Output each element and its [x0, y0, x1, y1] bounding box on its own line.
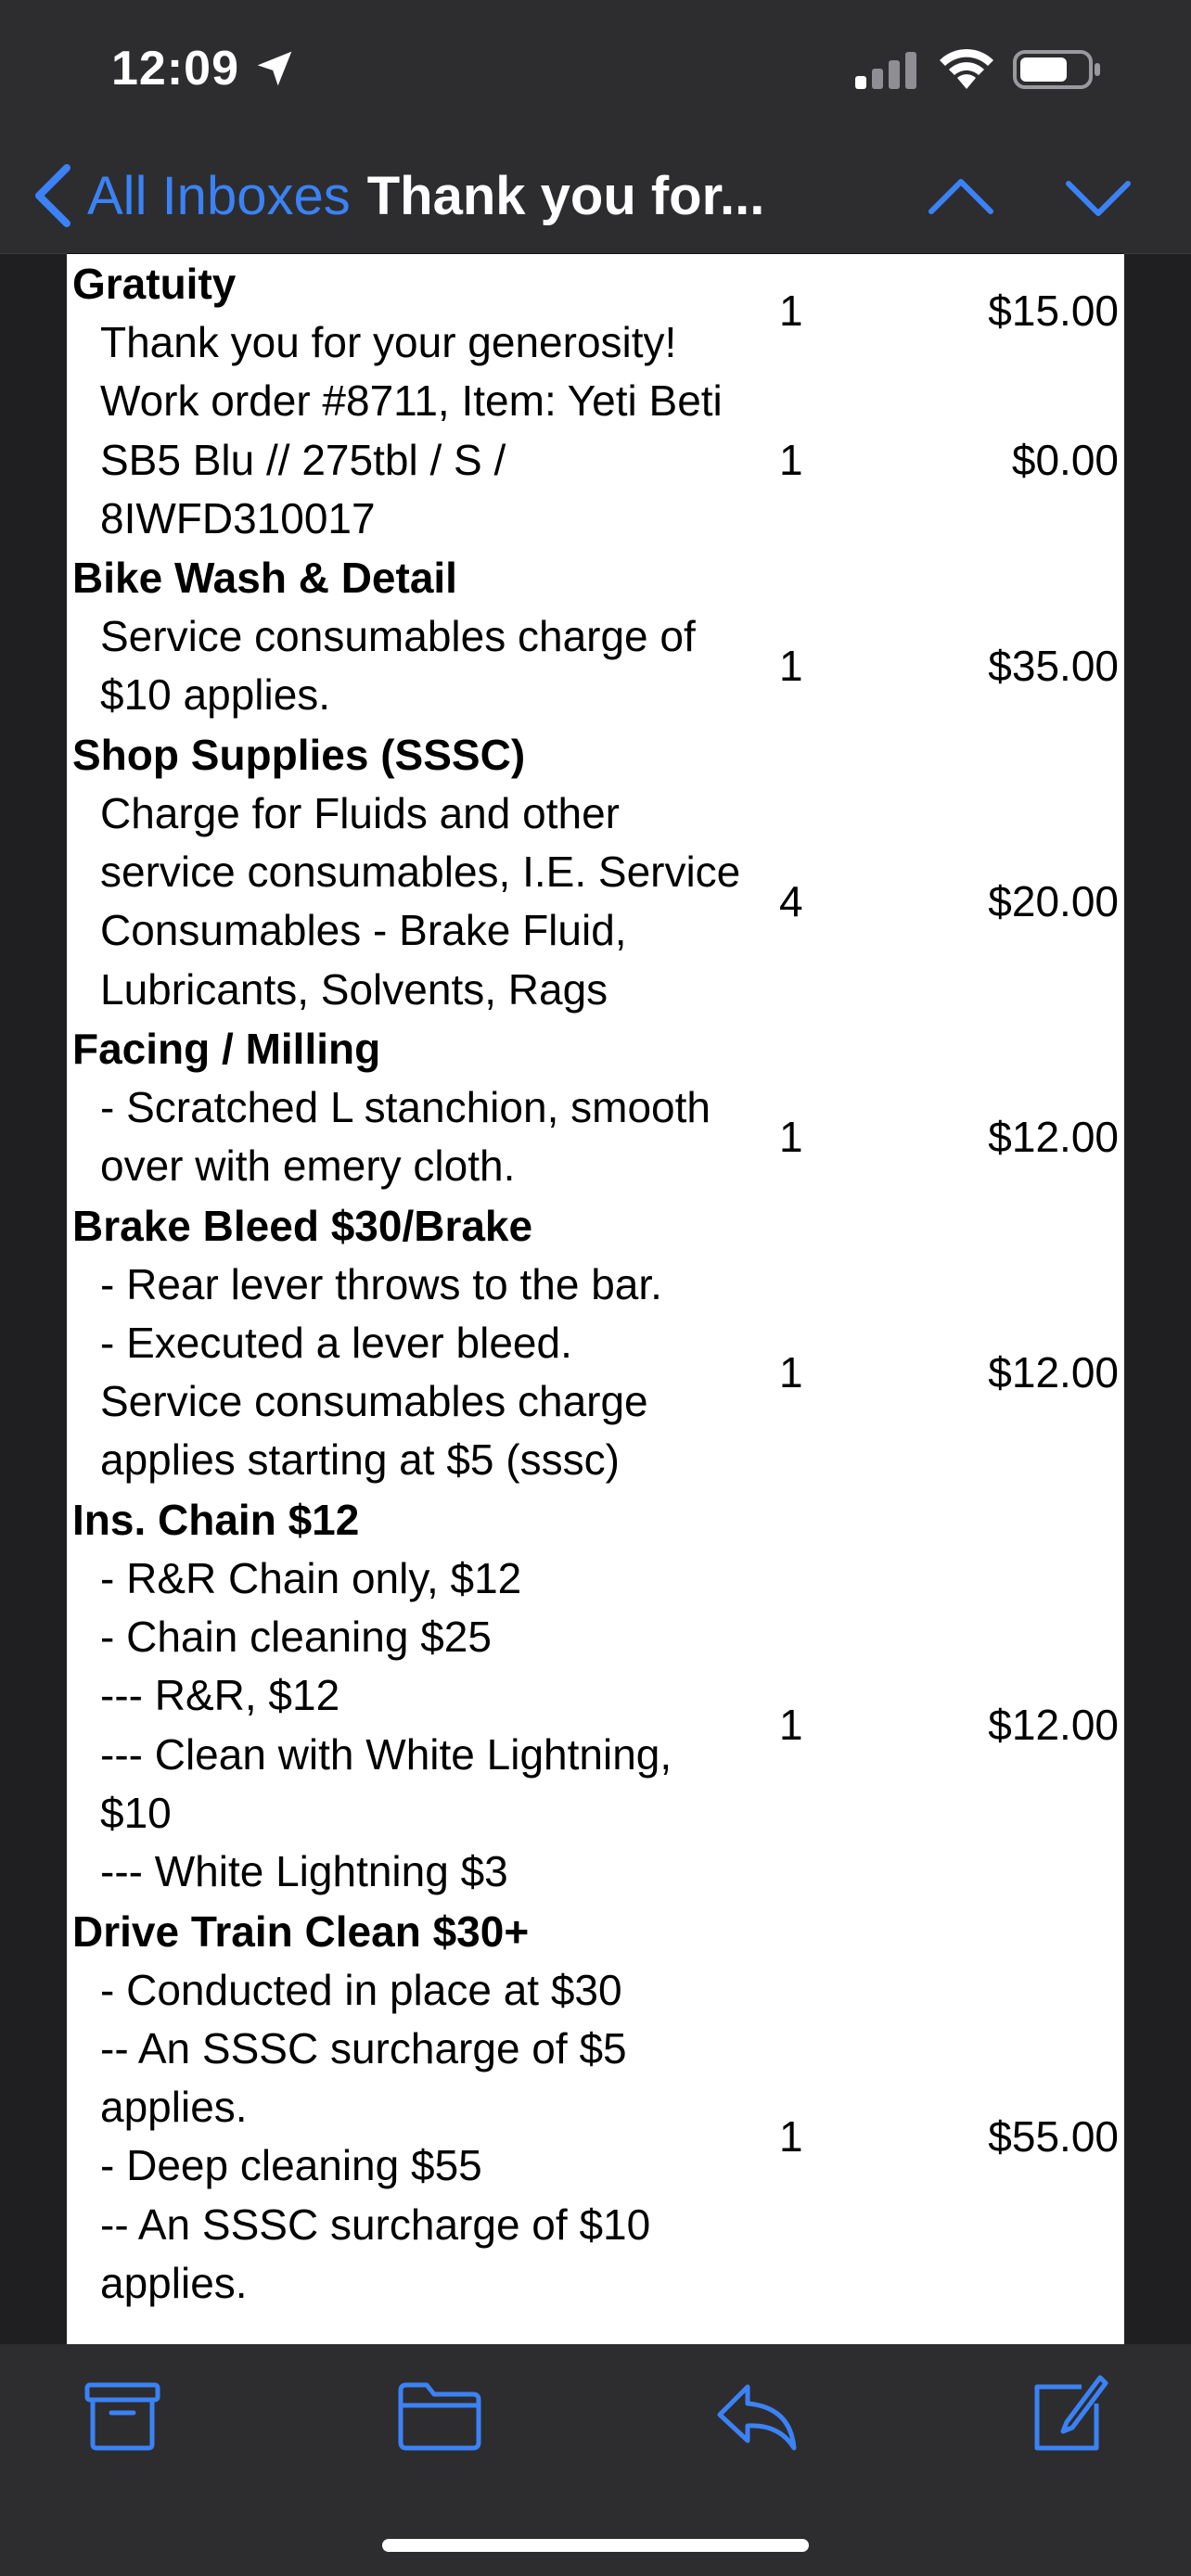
description-line: SB5 Blu // 275tbl / S /	[100, 435, 506, 484]
line-item	[67, 1490, 1124, 1902]
description-line: 8IWFD310017	[100, 493, 376, 542]
nav-bar	[0, 148, 1191, 254]
line-item-body	[67, 1961, 1124, 2314]
line-item-title: Facing / Milling	[72, 1024, 381, 1073]
description-line: applies starting at $5 (sssc)	[100, 1435, 620, 1485]
description-line: -- An SSSC surcharge of $5	[100, 2023, 627, 2072]
home-indicator	[382, 2539, 809, 2552]
email-subject: Thank you for...	[366, 165, 765, 226]
description-line: Thank you for your generosity!	[100, 318, 677, 366]
description-line: - Conducted in place at $30	[100, 1965, 622, 2014]
archive-box-icon[interactable]	[83, 2379, 161, 2454]
line-item	[67, 548, 1124, 725]
line-item-quantity: 1	[779, 287, 803, 335]
line-item	[67, 1196, 1124, 1490]
chevron-left-icon	[32, 162, 74, 229]
line-item-quantity: 1	[779, 1701, 803, 1749]
battery-icon	[1013, 50, 1102, 89]
line-item-description	[67, 372, 777, 548]
description-line: --- R&R, $12	[100, 1671, 340, 1720]
line-item-description	[67, 1078, 777, 1196]
line-item-quantity: 1	[779, 641, 803, 690]
line-item-price: $35.00	[988, 641, 1119, 690]
description-line: --- White Lightning $3	[100, 1847, 508, 1896]
line-item-quantity: 1	[779, 1112, 803, 1161]
line-item-body	[67, 1549, 1124, 1902]
line-item-quantity: 1	[779, 435, 803, 484]
line-item-title: Gratuity	[72, 260, 237, 308]
line-item	[67, 725, 1124, 1019]
line-item-description	[67, 607, 777, 725]
description-line: - R&R Chain only, $12	[100, 1553, 522, 1602]
line-item-price: $12.00	[988, 1347, 1119, 1396]
status-bar	[0, 0, 1191, 148]
line-item-price: $12.00	[988, 1112, 1119, 1161]
line-item-quantity: 4	[779, 876, 803, 925]
line-item-description	[67, 1256, 777, 1490]
wifi-icon	[937, 46, 996, 91]
description-line: --- Clean with White Lightning,	[100, 1729, 672, 1779]
back-button[interactable]	[32, 154, 764, 237]
line-item-title: Bike Wash & Detail	[72, 554, 457, 603]
description-line: $10 applies.	[100, 670, 331, 720]
line-item-description	[67, 1961, 777, 2314]
line-item-quantity: 1	[779, 1347, 803, 1396]
description-line: Charge for Fluids and other	[100, 788, 620, 837]
line-item	[67, 1902, 1124, 2314]
description-line: Service consumables charge of	[100, 612, 696, 661]
description-line: - Deep cleaning $55	[100, 2141, 482, 2190]
clock: 12:09	[111, 42, 239, 96]
description-line: $10	[100, 1788, 172, 1837]
line-item-body	[67, 607, 1124, 725]
back-label: All Inboxes	[87, 165, 351, 226]
line-item	[67, 1019, 1124, 1196]
description-line: over with emery cloth.	[100, 1141, 516, 1191]
line-item	[67, 372, 1124, 548]
description-line: - Rear lever throws to the bar.	[100, 1259, 662, 1308]
line-item-description	[67, 1549, 777, 1902]
line-item-title: Brake Bleed $30/Brake	[72, 1201, 533, 1250]
email-body[interactable]	[67, 254, 1124, 2344]
line-item-description	[67, 784, 777, 1019]
description-line: Work order #8711, Item: Yeti Beti	[100, 376, 723, 426]
line-item-price: $12.00	[988, 1701, 1119, 1749]
line-item-body	[67, 784, 1124, 1019]
reply-arrow-icon[interactable]	[714, 2381, 800, 2452]
line-item-body	[67, 372, 1124, 548]
description-line: Lubricants, Solvents, Rags	[100, 964, 608, 1014]
line-item	[67, 254, 1124, 372]
line-item-price: $55.00	[988, 2111, 1119, 2161]
line-item-price: $15.00	[988, 287, 1119, 335]
description-line: - Executed a lever bleed.	[100, 1318, 572, 1367]
line-item-title: Drive Train Clean $30+	[72, 1906, 530, 1956]
description-line: applies.	[100, 2083, 248, 2132]
line-item-body	[67, 287, 1124, 372]
description-line: applies.	[100, 2259, 248, 2308]
next-message-button[interactable]	[1063, 169, 1133, 224]
line-item-price: $0.00	[1011, 435, 1119, 484]
line-item-title: Ins. Chain $12	[72, 1495, 360, 1544]
cellular-signal-icon	[855, 52, 920, 89]
compose-icon[interactable]	[1030, 2372, 1109, 2454]
description-line: Consumables - Brake Fluid,	[100, 906, 627, 955]
location-arrow-icon	[254, 48, 295, 89]
description-line: -- An SSSC surcharge of $10	[100, 2200, 651, 2249]
line-item-description	[67, 313, 777, 372]
line-item-body	[67, 1256, 1124, 1490]
line-item-quantity: 1	[779, 2111, 803, 2161]
folder-icon[interactable]	[397, 2381, 482, 2452]
description-line: - Scratched L stanchion, smooth	[100, 1082, 711, 1131]
description-line: - Chain cleaning $25	[100, 1613, 492, 1662]
line-item-price: $20.00	[988, 876, 1119, 925]
description-line: service consumables, I.E. Service	[100, 848, 741, 897]
description-line: Service consumables charge	[100, 1377, 648, 1426]
line-items	[67, 254, 1124, 2313]
previous-message-button[interactable]	[926, 169, 996, 224]
line-item-body	[67, 1078, 1124, 1196]
line-item-title: Shop Supplies (SSSC)	[72, 730, 526, 779]
